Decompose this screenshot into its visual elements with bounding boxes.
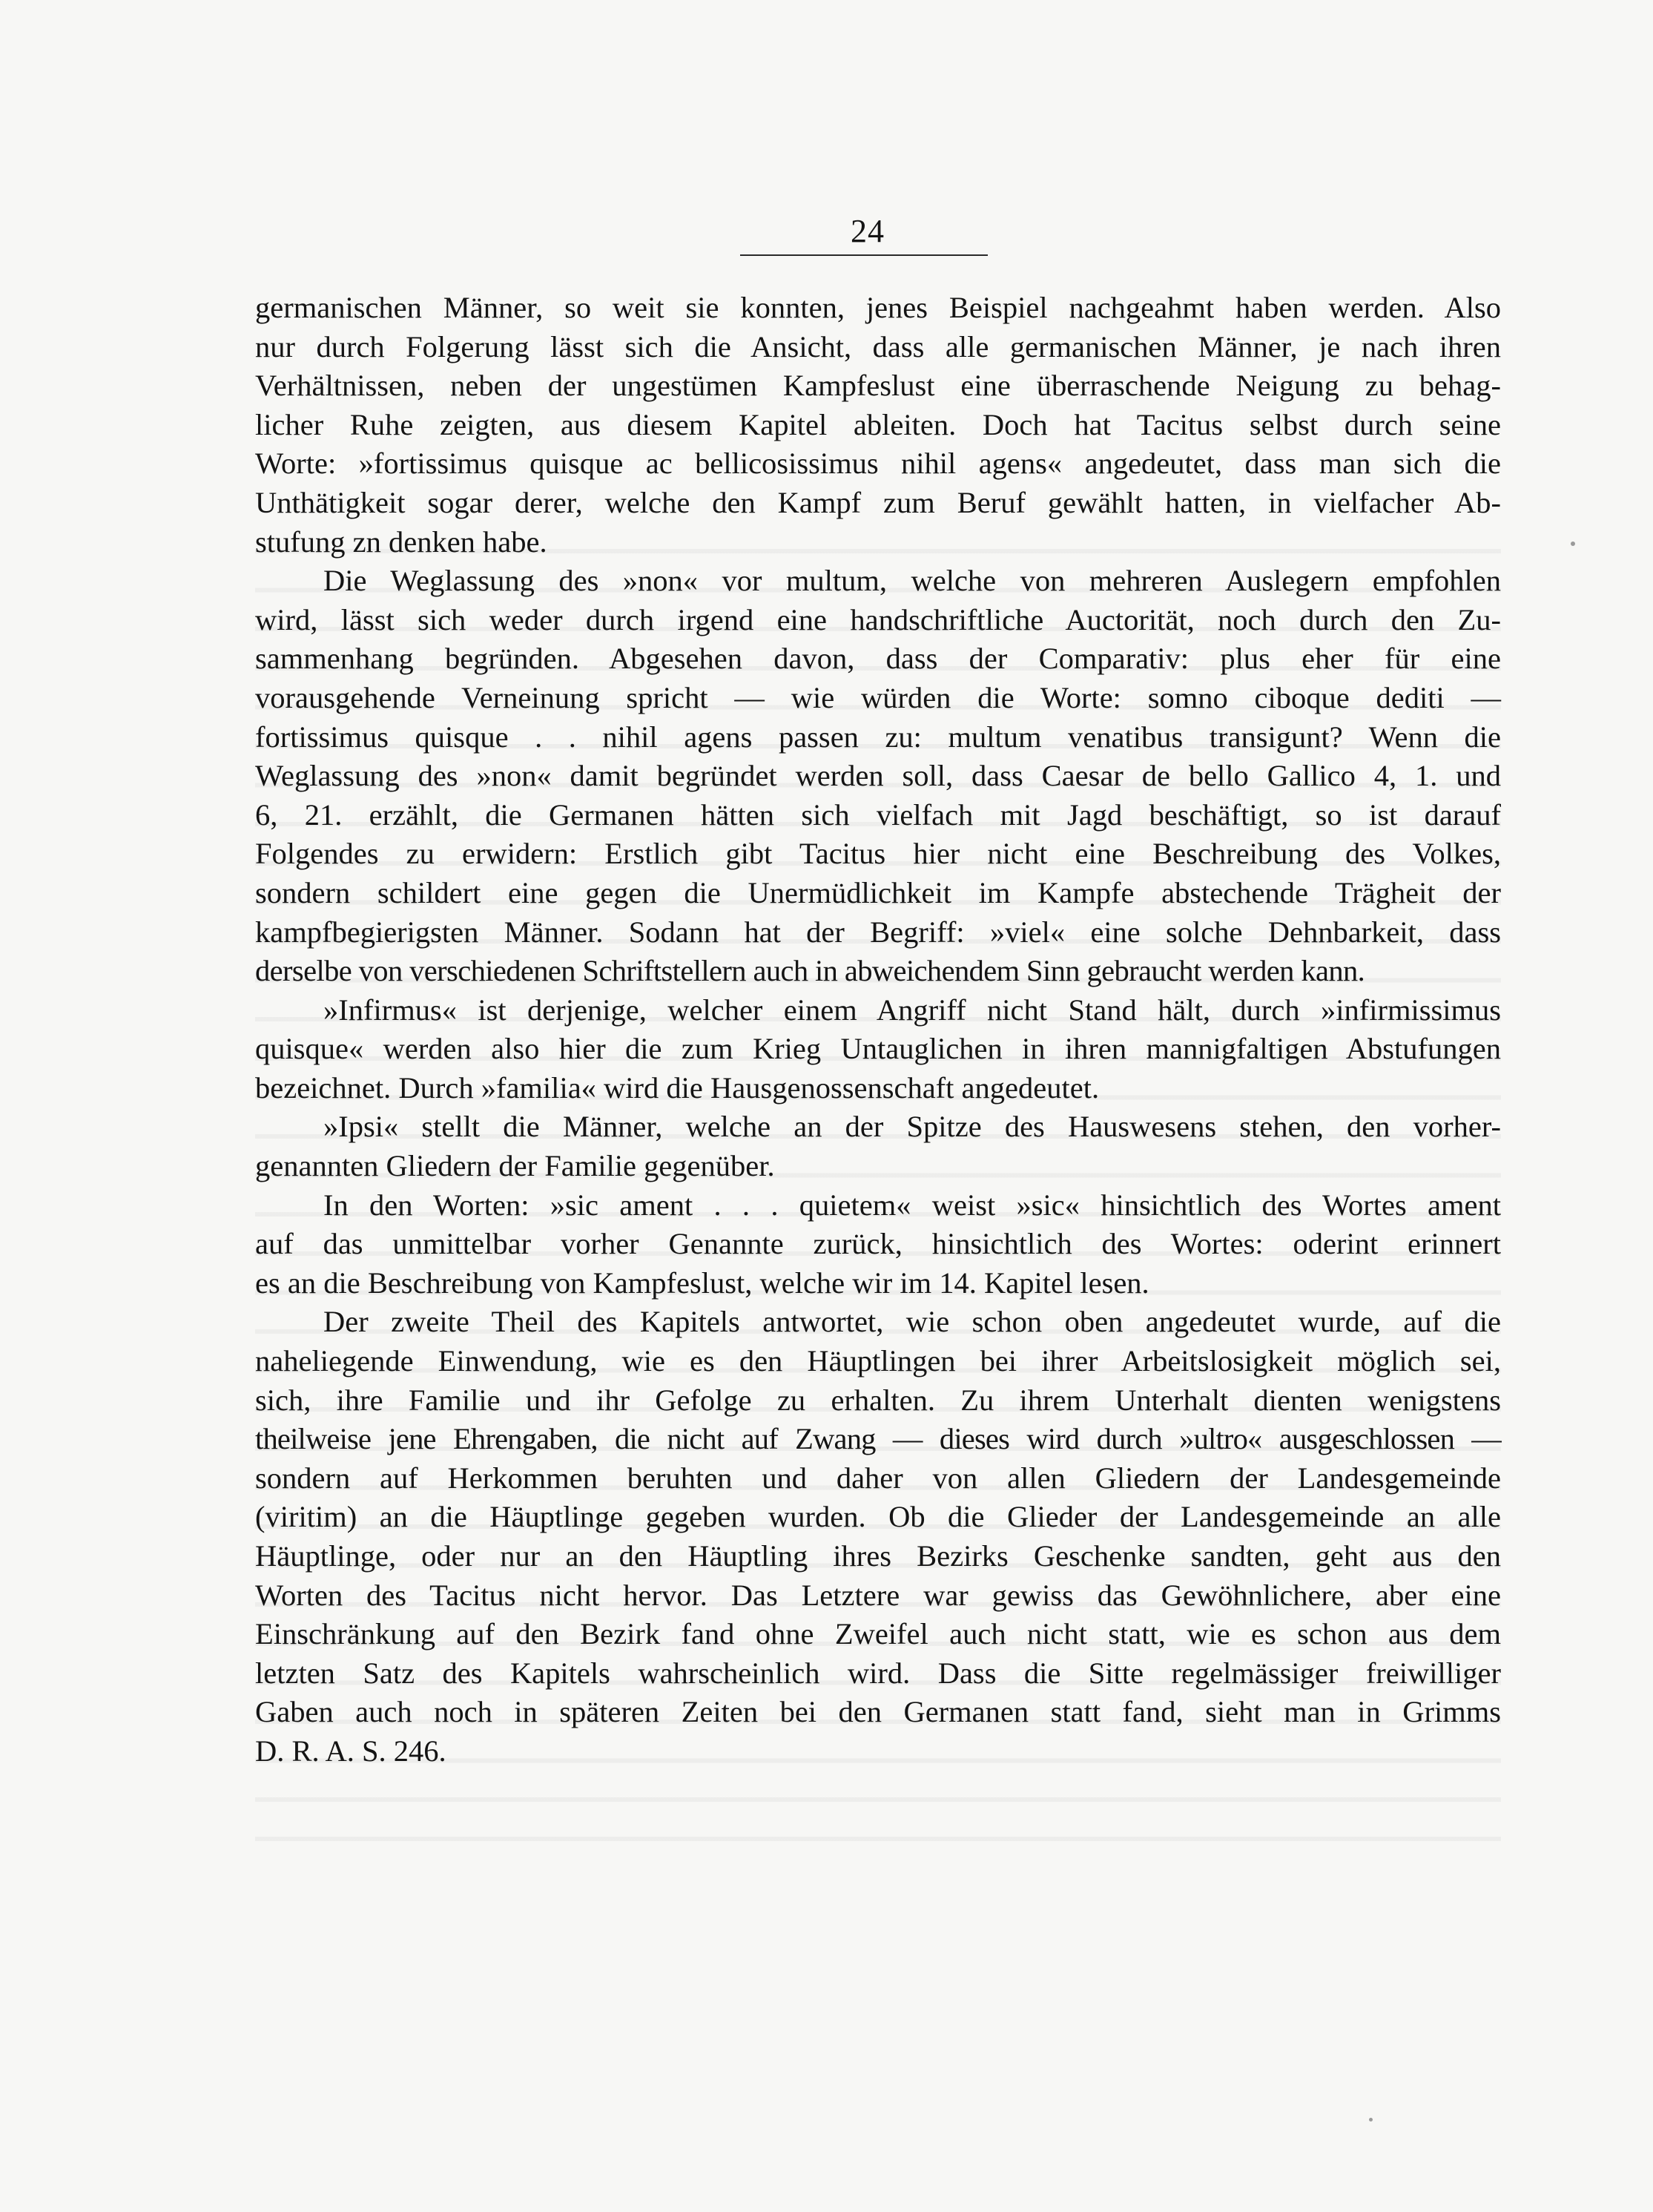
text-line: 6, 21. erzählt, die Germanen hätten sich vielfach mit Jagd beschäftigt, so ist darauf xyxy=(255,797,1501,832)
paragraph-4 xyxy=(255,1107,1501,1185)
text-line: wird, lässt sich weder durch irgend eine handschriftliche Auctorität, noch durch den Zu- xyxy=(255,602,1501,636)
text-line: D. R. A. S. 246. xyxy=(255,1734,446,1768)
text-line: Verhältnissen, neben der ungestümen Kampfeslust eine überraschende Neigung zu behag- xyxy=(255,369,1501,403)
body-text xyxy=(255,289,1501,1771)
text-line: Die Weglassung des »non« vor multum, welche von mehreren Auslegern empfohlen xyxy=(323,564,1501,598)
paragraph-1 xyxy=(255,289,1501,562)
paper-speck xyxy=(1369,2118,1373,2122)
text-line: vorausgehende Verneinung spricht — wie würden die Worte: somno ciboque dediti — xyxy=(255,680,1501,714)
text-line: stufung zn denken habe. xyxy=(255,524,547,559)
text-line: Häuptlinge, oder nur an den Häuptling ihres Bezirks Geschenke sandten, geht aus den xyxy=(255,1539,1501,1573)
text-line: Worten des Tacitus nicht hervor. Das Letztere war gewiss das Gewöhnlichere, aber eine xyxy=(255,1578,1501,1612)
text-line: Folgendes zu erwidern: Erstlich gibt Tacitus hier nicht eine Beschreibung des Volkes, xyxy=(255,837,1501,871)
paragraph-3 xyxy=(255,991,1501,1108)
paragraph-6 xyxy=(255,1303,1501,1771)
text-line: bezeichnet. Durch »familia« wird die Hausgenossenschaft angedeutet. xyxy=(255,1070,1100,1105)
text-line: kampfbegierigsten Männer. Sodann hat der Begriff: »viel« eine solche Dehnbarkeit, dass xyxy=(255,915,1501,949)
text-line: »Ipsi« stellt die Männer, welche an der Spitze des Hauswesens stehen, den vorher- xyxy=(323,1110,1501,1144)
text-line: »Infirmus« ist derjenige, welcher einem Angriff nicht Stand hält, durch »infirmissimus xyxy=(323,993,1501,1027)
text-line: In den Worten: »sic ament . . . quietem« weist »sic« hinsichtlich des Wortes ament xyxy=(323,1188,1501,1222)
text-line: Der zweite Theil des Kapitels antwortet, wie schon oben angedeutet wurde, auf die xyxy=(323,1305,1501,1339)
text-line: Gaben auch noch in späteren Zeiten bei den Germanen statt fand, sieht man in Grimms xyxy=(255,1695,1501,1729)
text-line: letzten Satz des Kapitels wahrscheinlich wird. Dass die Sitte regelmässiger freiwilliger xyxy=(255,1656,1501,1690)
text-line: nur durch Folgerung lässt sich die Ansicht, dass alle germanischen Männer, je nach ihren xyxy=(255,329,1501,363)
header-rule xyxy=(740,254,988,256)
text-line: fortissimus quisque . . nihil agens passen zu: multum venatibus transigunt? Wenn die xyxy=(255,720,1501,754)
text-line: sondern auf Herkommen beruhten und daher von allen Gliedern der Landesgemeinde xyxy=(255,1461,1501,1495)
text-line: germanischen Männer, so weit sie konnten, jenes Beispiel nachgeahmt haben werden. Also xyxy=(255,291,1501,324)
text-line: licher Ruhe zeigten, aus diesem Kapitel ableiten. Doch hat Tacitus selbst durch seine xyxy=(255,407,1501,441)
text-line: sammenhang begründen. Abgesehen davon, dass der Comparativ: plus eher für eine xyxy=(255,642,1501,676)
paragraph-5 xyxy=(255,1186,1501,1303)
text-line: quisque« werden also hier die zum Krieg Untauglichen in ihren mannigfaltigen Abstufungen xyxy=(255,1032,1501,1066)
paper-speck xyxy=(1571,542,1575,546)
page-number: 24 xyxy=(851,213,885,249)
text-line: Worte: »fortissimus quisque ac bellicosissimus nihil agens« angedeutet, dass man sich die xyxy=(255,447,1501,481)
text-line: Unthätigkeit sogar derer, welche den Kampf zum Beruf gewählt hatten, in vielfacher Ab- xyxy=(255,485,1501,519)
text-line: derselbe von verschiedenen Schriftstellern auch in abweichendem Sinn gebraucht werden kann. xyxy=(255,954,1365,988)
text-line: Einschränkung auf den Bezirk fand ohne Zweifel auch nicht statt, wie es schon aus dem xyxy=(255,1617,1501,1651)
text-line: naheliegende Einwendung, wie es den Häuptlingen bei ihrer Arbeitslosigkeit möglich sei, xyxy=(255,1344,1501,1378)
text-line: es an die Beschreibung von Kampfeslust, welche wir im 14. Kapitel lesen. xyxy=(255,1265,1149,1300)
text-line: sondern schildert eine gegen die Unermüdlichkeit im Kampfe abstechende Trägheit der xyxy=(255,875,1501,909)
text-line: theilweise jene Ehrengaben, die nicht auf Zwang — dieses wird durch »ultro« ausgeschlossen — xyxy=(255,1422,1501,1456)
text-line: genannten Gliedern der Familie gegenüber. xyxy=(255,1149,775,1183)
text-line: sich, ihre Familie und ihr Gefolge zu erhalten. Zu ihrem Unterhalt dienten wenigstens xyxy=(255,1383,1501,1417)
text-line: Weglassung des »non« damit begründet werden soll, dass Caesar de bello Gallico 4, 1. und xyxy=(255,759,1501,793)
text-line: auf das unmittelbar vorher Genannte zurück, hinsichtlich des Wortes: oderint erinnert xyxy=(255,1227,1501,1261)
paragraph-2 xyxy=(255,562,1501,991)
text-line: (viritim) an die Häuptlinge gegeben wurden. Ob die Glieder der Landesgemeinde an alle xyxy=(255,1500,1501,1534)
